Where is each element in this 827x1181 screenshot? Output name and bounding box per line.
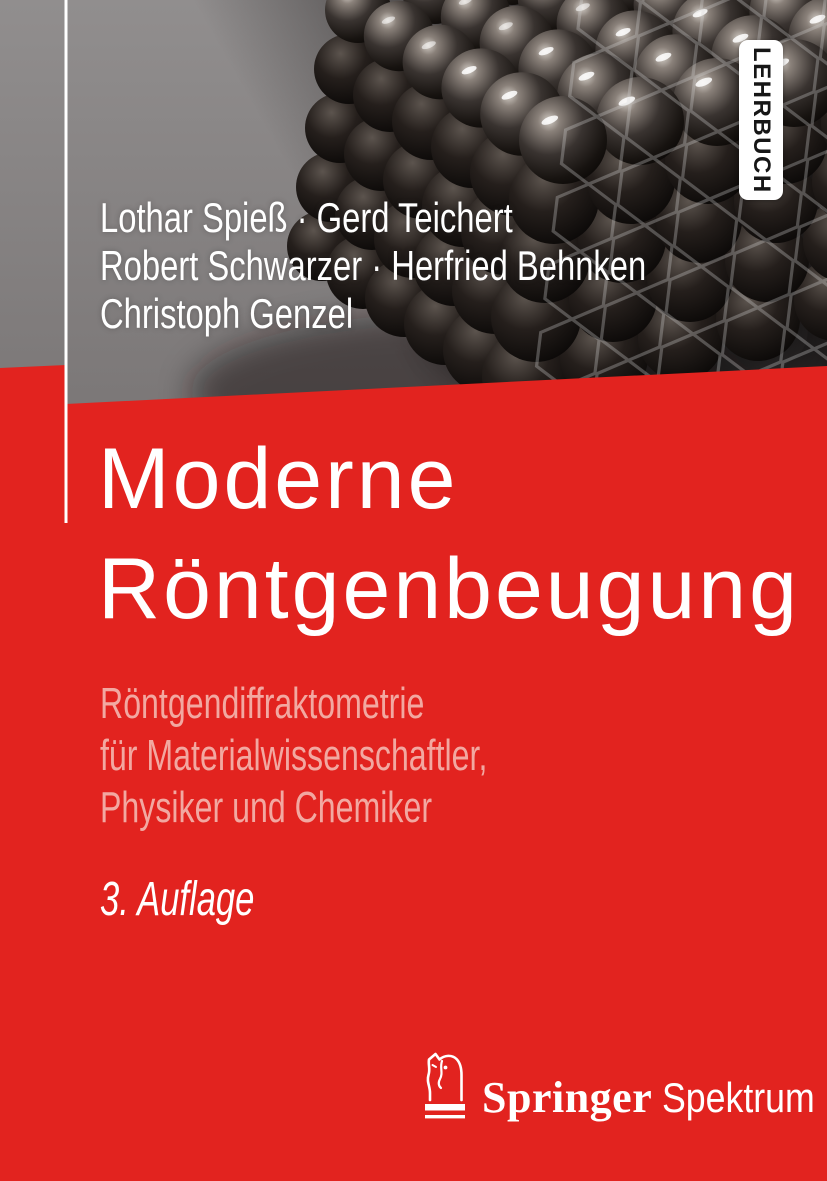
author-line: Christoph Genzel [100, 290, 354, 337]
subtitle-line: Physiker und Chemiker [100, 783, 433, 832]
lehrbuch-badge [739, 40, 783, 200]
lehrbuch-badge-label: LEHRBUCH [748, 46, 775, 194]
publisher-wordmark [482, 1048, 827, 1123]
publisher-name: Springer [482, 1073, 653, 1122]
author-line: Lothar Spieß · Gerd Teichert [100, 194, 513, 241]
springer-horse-icon [418, 1048, 468, 1122]
author-line: Robert Schwarzer · Herfried Behnken [100, 242, 647, 289]
edition-label: 3. Auflage [100, 873, 255, 926]
book-subtitle [100, 678, 631, 834]
publisher-logo [418, 1048, 827, 1123]
subtitle-line: Röntgendiffraktometrie [100, 679, 425, 728]
accent-line [65, 0, 68, 523]
book-title [98, 424, 800, 644]
publisher-imprint: Spektrum [662, 1074, 816, 1121]
title-line: Röntgenbeugung [98, 541, 800, 637]
title-line: Moderne [98, 431, 459, 527]
author-names [100, 194, 800, 338]
subtitle-line: für Materialwissenschaftler, [100, 731, 488, 780]
